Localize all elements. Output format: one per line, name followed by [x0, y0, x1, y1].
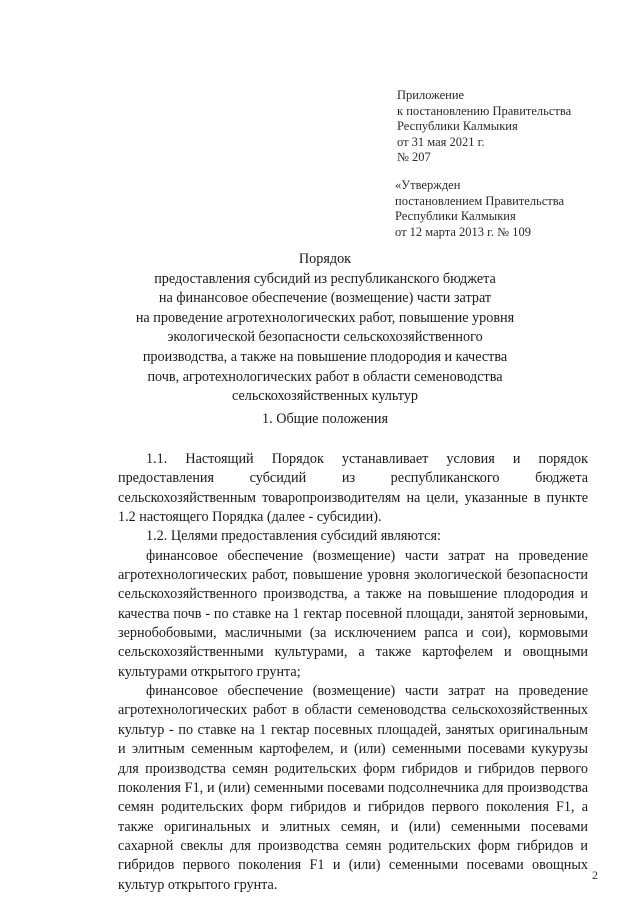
title-line: экологической безопасности сельскохозяйственного — [167, 329, 483, 346]
approval-line: постановлением Правительства — [395, 193, 565, 208]
appendix-line: № 207 — [397, 150, 431, 164]
title-line: Порядок — [298, 251, 352, 267]
title-line: почв, агротехнологических работ в области семеноводства — [147, 368, 503, 385]
appendix-line: к постановлению Правительства — [397, 103, 572, 118]
document-title — [110, 250, 540, 407]
approval-line: «Утвержден — [395, 178, 461, 192]
approval-stamp — [395, 178, 564, 240]
section-heading: 1. Общие положения — [262, 411, 388, 427]
title-line: на финансовое обеспечение (возмещение) части затрат — [158, 290, 492, 307]
paragraph: финансовое обеспечение (возмещение) части затрат на проведение агротехнологических работ, повышение уровня экологической безопасности сельскохозяйственного производства, а также на повышение плодородия и качества почв - по ставке на 1 гектар посевной площади, занятой зерновыми, зернобобовыми, масличными (за исключением рапса и сои), кормовыми сельскохозяйственными культурами, а также картофелем и овощными культурами открытого грунта; — [118, 547, 588, 680]
title-line: предоставления субсидий из республиканского бюджета — [154, 270, 496, 287]
paragraph: финансовое обеспечение (возмещение) части затрат на проведение агротехнологических работ в области семеноводства сельскохозяйственных культур - по ставке на 1 гектар посевных площадей, занятых оригинальным и элитным семенным картофелем, и (или) семенными посевами кукурузы для производства семян родительских форм гибридов и гибридов первого поколения F1, и (или) семенными посевами подсолнечника для производства семян родительских форм гибридов и гибридов первого поколения F1, а также оригинальных и элитных семян, и (или) семенными посевами сахарной свеклы для производства семян родительских форм гибридов и гибридов первого поколения F1 и (или) семенными посевами овощных культур открытого грунта. — [118, 683, 588, 893]
paragraph — [118, 450, 588, 527]
title-line: производства, а также на повышение плодородия и качества — [142, 348, 508, 365]
title-line: на проведение агротехнологических работ, повышение уровня — [135, 309, 515, 326]
paragraph: 1.2. Целями предоставления субсидий являются: — [146, 528, 441, 545]
approval-line: Республики Калмыкия — [395, 209, 516, 223]
paragraph-text: 1.1. Настоящий Порядок устанавливает условия и порядок предоставления субсидий из республиканского бюджета сельскохозяйственным товаропроизводителям на цели, указанные в пункте 1.2 настоящего Порядка (далее - субсидии). — [118, 451, 588, 526]
document-body — [118, 450, 588, 895]
appendix-stamp — [397, 88, 571, 166]
page-number: 2 — [592, 868, 598, 882]
appendix-line: Приложение — [397, 88, 465, 102]
title-line: сельскохозяйственных культур — [231, 388, 419, 405]
approval-line: от 12 марта 2013 г. № 109 — [395, 224, 531, 239]
appendix-line: Республики Калмыкия — [397, 119, 518, 133]
appendix-line: от 31 мая 2021 г. — [397, 134, 485, 149]
